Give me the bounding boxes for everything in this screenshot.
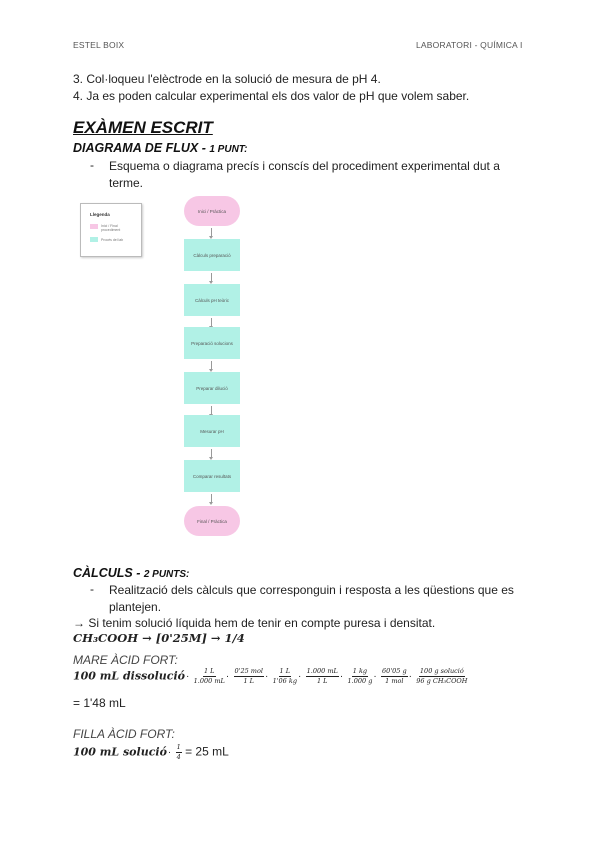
diagram-bullet: -	[90, 158, 94, 172]
flowchart-legend	[80, 203, 142, 257]
mare-equation: 100 mL dissolució· $\frac{1 L}{1.000 mL}$ · $\frac{\text{0'25 mol}}{1 L}$ · $\frac{1 L}{1'06 kg}$ · $\frac{1.000 mL}{1 L}$ · $\frac{1 kg}{1.000 g}$ · $\frac{60'05 g}{\text{1 mol}}$ · $\frac{\text{100 g solució}}{\text{96 g CH₃COOH}}$	[73, 667, 468, 685]
fraction-denominator: 1'06 kg	[272, 677, 297, 685]
flow-node-label: Preparació solucions	[191, 340, 233, 346]
step-4: 4. Ja es poden calcular experimental els dos valor de pH que volem saber.	[73, 89, 470, 103]
fraction-numerator: 0'25 mol	[234, 667, 263, 675]
fraction-numerator: 1 L	[279, 667, 291, 675]
diagram-title: DIAGRAMA DE FLUX -	[73, 141, 210, 155]
legend-swatch-term	[90, 224, 98, 229]
flow-node-label: Càlculs preparació	[193, 252, 231, 258]
diagram-heading	[73, 141, 248, 155]
calc-title: CÀLCULS -	[73, 566, 144, 580]
flow-node-label: Final / Pràctica	[197, 518, 227, 524]
filla-lhs: 100 mL solució	[73, 745, 167, 759]
flow-node-process	[184, 327, 240, 359]
calc-heading	[73, 566, 189, 580]
mare-title: MARE ÀCID FORT:	[73, 653, 178, 667]
diagram-instruction: Esquema o diagrama precís i conscís del procediment experimental dut a terme.	[109, 159, 500, 190]
flow-node-process	[184, 239, 240, 271]
filla-equation: 100 mL solució· $\frac{1}{4}$ = 25 mL	[73, 743, 229, 761]
flow-node-process	[184, 415, 240, 447]
flow-node-process	[184, 284, 240, 316]
mare-fraction	[306, 667, 339, 686]
diagram-points: 1 PUNT:	[209, 144, 248, 155]
flow-arrow	[211, 494, 212, 503]
flow-node-label: Càlculs pH teòric	[194, 297, 229, 303]
fraction-numerator: 1.000 mL	[306, 667, 338, 675]
header-right: LABORATORI - QUÍMICA I	[416, 40, 523, 50]
fraction-numerator: 60'05 g	[382, 667, 407, 675]
fraction-denominator: 96 g CH₃COOH	[416, 677, 468, 685]
legend-title: Llegenda	[90, 212, 110, 217]
mare-lhs: 100 mL dissolució	[73, 669, 185, 683]
flow-arrow	[211, 228, 212, 237]
flow-node-end	[184, 506, 240, 536]
filla-result: = 25 mL	[185, 744, 229, 759]
flow-arrow	[211, 318, 212, 327]
fraction-denominator: 4	[176, 753, 181, 761]
flow-node-process	[184, 372, 240, 404]
fraction-denominator: 1.000 g	[347, 677, 373, 685]
mare-fraction	[381, 667, 408, 686]
mare-fraction	[416, 667, 467, 686]
fraction-numerator: 1	[176, 743, 181, 751]
flow-arrow	[211, 449, 212, 458]
mare-fraction	[234, 667, 264, 686]
calc-note: → Si tenim solució líquida hem de tenir en compte puresa i densitat.	[73, 616, 436, 630]
filla-fraction	[176, 743, 182, 762]
fraction-denominator: 1 L	[316, 677, 328, 685]
mare-fraction	[273, 667, 297, 686]
calc-bullet: -	[90, 582, 94, 596]
fraction-numerator: 1 L	[203, 667, 215, 675]
flow-node-start	[184, 196, 240, 226]
calc-instruction: Realització dels càlculs que corresponguin i resposta a les qüestions que es plantejen.	[109, 583, 514, 614]
flow-node-label: Mesurar pH	[200, 428, 224, 434]
flow-node-process	[184, 460, 240, 492]
fraction-numerator: 100 g solució	[419, 667, 464, 675]
fraction-denominator: 1 L	[243, 677, 254, 685]
calc-formula: CH₃COOH → [0'25M] → 1/4	[73, 631, 245, 645]
flow-arrow	[211, 406, 212, 415]
filla-title: FILLA ÀCID FORT:	[73, 727, 175, 741]
flow-node-label: Inici / Pràctica	[197, 208, 226, 214]
step-3: 3. Col·loqueu l'elèctrode en la solució de mesura de pH 4.	[73, 72, 381, 86]
header-left: ESTEL BOIX	[73, 40, 125, 50]
fraction-denominator: 1.000 mL	[193, 677, 225, 685]
mare-fraction	[348, 667, 373, 686]
mare-result: = 1'48 mL	[73, 696, 126, 710]
flow-arrow	[211, 273, 212, 282]
legend-swatch-proc	[90, 237, 98, 242]
fraction-numerator: 1 kg	[352, 667, 368, 675]
mare-fraction	[194, 667, 225, 686]
flow-node-label: Comparar resultats	[192, 473, 232, 479]
flow-arrow	[211, 361, 212, 370]
legend-label-term: Inici / Final procediment	[101, 224, 121, 232]
calc-points: 2 PUNTS:	[143, 569, 190, 580]
exam-title: EXÀMEN ESCRIT	[73, 118, 213, 137]
fraction-denominator: 1 mol	[385, 677, 404, 685]
flow-node-label: Preparar dilució	[196, 385, 228, 391]
legend-label-proc: Procés del lab	[101, 238, 124, 242]
